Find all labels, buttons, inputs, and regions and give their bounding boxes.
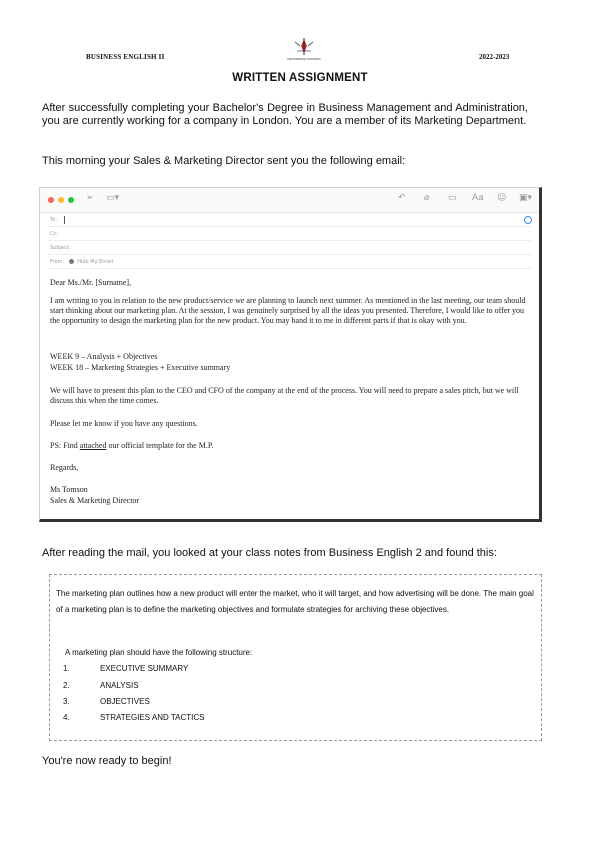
academic-year: 2022-2023 xyxy=(479,53,510,61)
structure-title: A marketing plan should have the following structure: xyxy=(65,648,253,657)
class-notes-box xyxy=(49,574,542,741)
close-window-icon[interactable] xyxy=(48,197,54,203)
page-title: WRITTEN ASSIGNMENT xyxy=(232,72,368,84)
email-week-9: WEEK 9 – Analysis + Objectives xyxy=(50,352,158,361)
send-icon[interactable]: ➢ xyxy=(86,193,94,203)
after-mail-paragraph: After reading the mail, you looked at your class notes from Business English 2 and found this: xyxy=(42,547,497,559)
list-item-number: 4. xyxy=(63,713,70,722)
email-body-paragraph-1: I am writing to you in relation to the new product/service we are planning to launch next summer. As mentioned in the last meeting, our team should start thinking about our marketing plan. At the session, I was genuinely surprised by all the ideas you presented. Therefore, I would like to offer you the opportunity to design the marketing plan for the new product. You may hand it to me in different parts if that is okay with you. xyxy=(50,296,526,325)
course-header: BUSINESS ENGLISH II xyxy=(86,53,165,61)
list-item-label: STRATEGIES AND TACTICS xyxy=(100,713,205,722)
attachment-icon[interactable]: ⌀ xyxy=(424,193,430,203)
email-toolbar xyxy=(40,188,539,213)
email-ps-line xyxy=(50,441,530,451)
field-divider xyxy=(48,268,531,269)
email-window xyxy=(39,187,542,522)
email-body-paragraph-3: Please let me know if you have any questions. xyxy=(50,419,198,428)
from-field[interactable] xyxy=(50,259,113,265)
ps-prefix: PS: Find xyxy=(50,441,80,450)
from-field-value: Hide My Email xyxy=(77,259,113,265)
ps-suffix: our official template for the M.P. xyxy=(106,441,214,450)
format-text-icon[interactable]: Aa xyxy=(472,193,484,203)
cc-field-label[interactable]: Cc: xyxy=(50,231,58,237)
list-item-number: 2. xyxy=(63,681,70,690)
list-item-label: EXECUTIVE SUMMARY xyxy=(100,664,189,673)
list-item-label: ANALYSIS xyxy=(100,681,139,690)
field-divider xyxy=(48,254,531,255)
list-item-label: OBJECTIVES xyxy=(100,697,150,706)
from-field-label: From: xyxy=(50,259,65,265)
list-item-number: 1. xyxy=(63,664,70,673)
logo-text: UNIVERSIDAD EUROPEA xyxy=(287,57,321,61)
window-icon[interactable]: ▭ xyxy=(448,193,457,203)
to-input-cursor[interactable] xyxy=(64,216,65,224)
subject-field-label[interactable]: Subject: xyxy=(50,245,71,251)
email-closing: Regards, xyxy=(50,463,79,472)
closing-line: You're now ready to begin! xyxy=(42,755,172,767)
list-item-number: 3. xyxy=(63,697,70,706)
email-sender-title: Sales & Marketing Director xyxy=(50,496,140,505)
window-header-icon[interactable]: ▭▾ xyxy=(106,193,120,203)
to-field-label: To: xyxy=(50,217,57,223)
email-week-18: WEEK 18 – Marketing Strategies + Executive summary xyxy=(50,363,231,372)
intro-paragraph-2: This morning your Sales & Marketing Director sent you the following email: xyxy=(42,155,406,167)
emoji-icon[interactable]: ☺ xyxy=(497,193,507,203)
photo-browser-icon[interactable]: ▣▾ xyxy=(519,193,533,203)
email-greeting: Dear Ms./Mr. [Surname], xyxy=(50,278,132,287)
university-logo xyxy=(284,36,324,64)
reply-icon[interactable]: ↶ xyxy=(398,193,406,203)
intro-paragraph-1: After successfully completing your Bachelor's Degree in Business Management and Administration, you are currently working for a company in London. You are a member of its Marketing Department. xyxy=(42,102,528,127)
email-sender-name: Ms Tomson xyxy=(50,485,88,494)
field-divider xyxy=(48,226,531,227)
attachment-link[interactable]: attached xyxy=(79,441,107,450)
logo-emblem-icon xyxy=(284,36,324,58)
add-recipient-icon[interactable] xyxy=(524,216,532,224)
zoom-window-icon[interactable] xyxy=(68,197,74,203)
email-body-paragraph-2: We will have to present this plan to the CEO and CFO of the company at the end of the process. You will need to prepare a sales pitch, but we will discuss this when the time comes. xyxy=(50,386,519,405)
notes-text: The marketing plan outlines how a new product will enter the market, who it will target, and how advertising will be done. The main goal of a marketing plan is to define the marketing objectives and formulate strategies for archiving these objectives. xyxy=(56,589,534,614)
hide-my-email-icon xyxy=(69,259,74,264)
minimize-window-icon[interactable] xyxy=(58,197,64,203)
field-divider xyxy=(48,240,531,241)
